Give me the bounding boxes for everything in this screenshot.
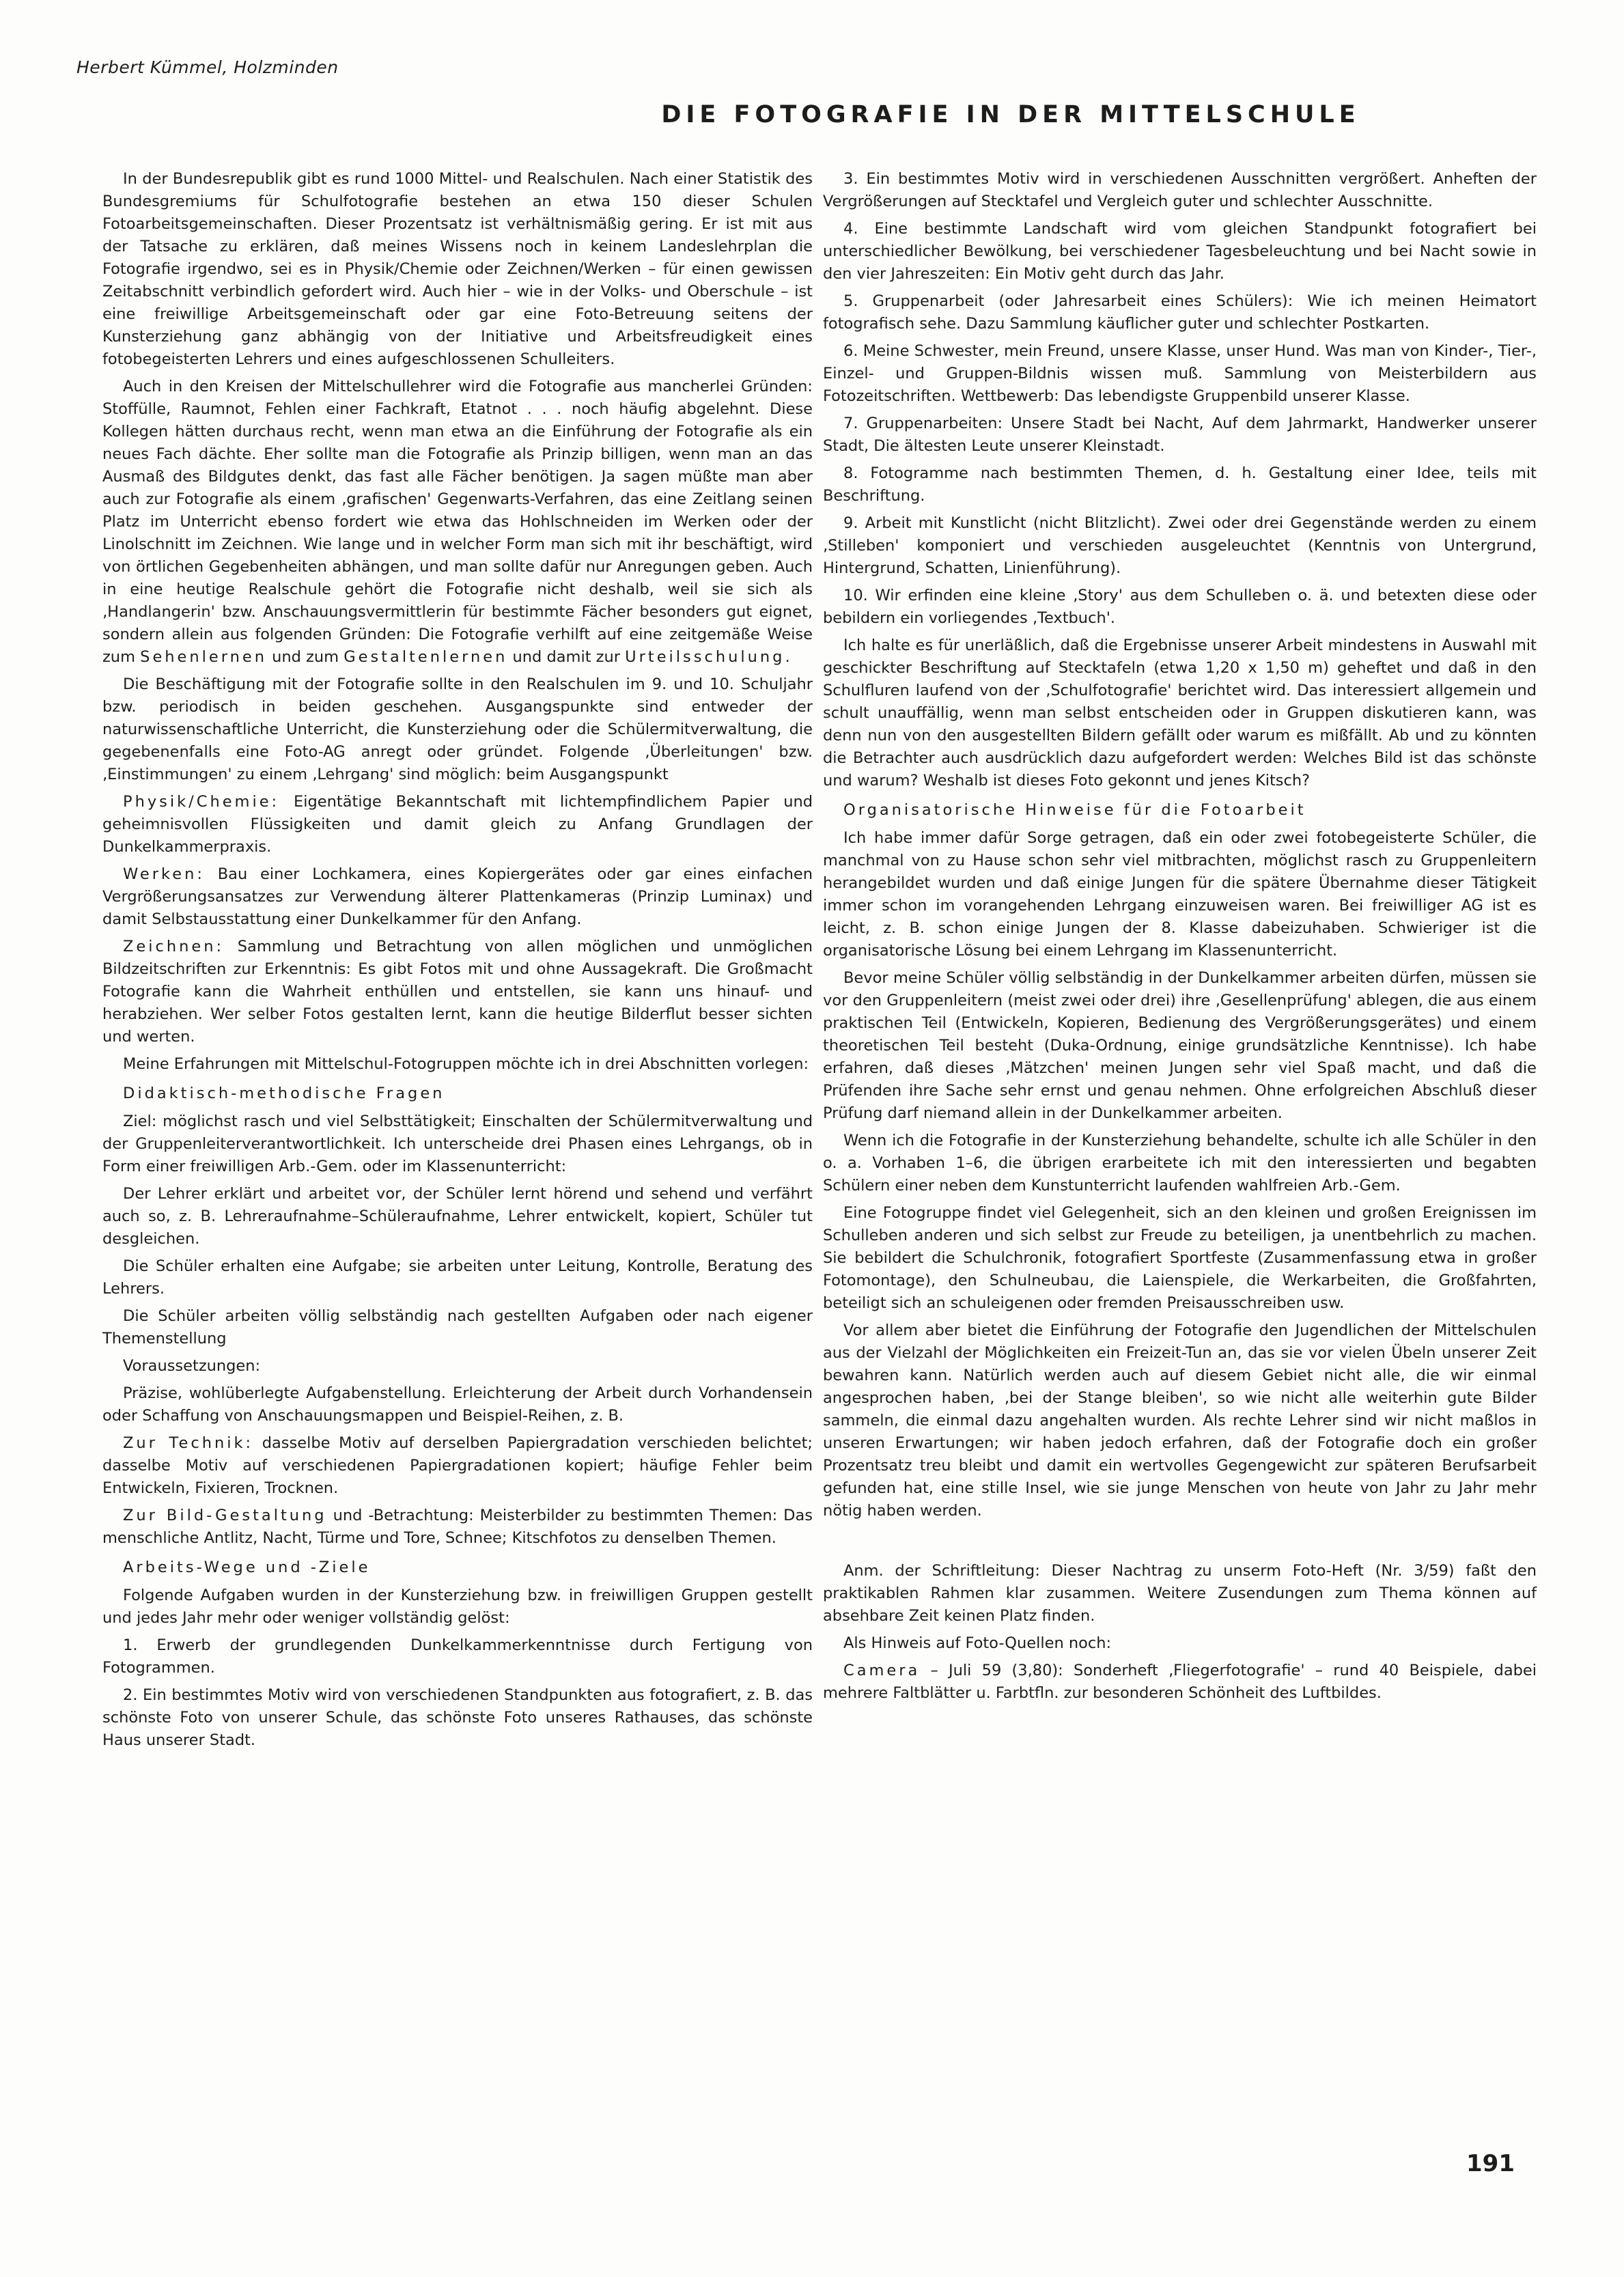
paragraph: Präzise, wohlüberlegte Aufgabenstellung. Erleichterung der Arbeit durch Vorhandensein oder Schaffung von Anschauungsmappen und Beispiel-Reihen, z. B. (102, 1384, 813, 1425)
paragraph: In der Bundesrepublik gibt es rund 1000 Mittel- und Realschulen. Nach einer Statistik des Bundesgremiums für Schulfotografie bestehen an etwa 150 dieser Schulen Fotoarbeitsgemeinschaften. Dieser Prozentsatz ist verhältnismäßig gering. Er ist mit aus der Tatsache zu erklären, daß meines Wissens noch in keinem Landeslehrplan die Fotografie irgendwo, sei es in Physik/Chemie oder Zeichnen/Werken – für einen gewissen Zeitabschnitt verbindlich gefordert wird. Auch hier – wie in der Volks- und Oberschule – ist eine freiwillige Arbeitsgemeinschaft oder gar eine Foto-Betreuung seitens der Kunsterziehung ganz abhängig von der Initiative und Arbeitsfreudigkeit eines fotobegeisterten Lehrers und eines aufgeschlossenen Schulleiters. (102, 170, 813, 368)
paragraph: Die Beschäftigung mit der Fotografie sollte in den Realschulen im 9. und 10. Schuljahr bzw. periodisch in beiden geschehen. Ausgangspunkte sind entweder der naturwissenschaftliche Unterricht, die Kunsterziehung oder die Schülermitverwaltung, die gegebenenfalls eine Foto-AG anregt oder gründet. Folgende ‚Überleitungen' bzw. ‚Einstimmungen' zu einem ‚Lehrgang' sind möglich: beim Ausgangspunkt (102, 675, 813, 783)
paragraph: Bevor meine Schüler völlig selbständig in der Dunkelkammer arbeiten dürfen, müssen sie vor den Gruppenleitern (meist zwei oder drei) ihre ‚Gesellenprüfung' ablegen, die aus einem praktischen Teil (Entwickeln, Kopieren, Bedienung des Vergrößerungsgerätes) und einem theoretischen Teil besteht (Duka-Ordnung, einige grundsätzliche Kenntnisse). Ich habe erfahren, daß dieses ‚Mätzchen' meinen Jungen sehr viel Spaß macht, und daß die Prüfenden ihre Sache sehr ernst und genau nehmen. Ohne erfolgreichen Abschluß dieser Prüfung darf niemand allein in der Dunkelkammer arbeiten. (823, 969, 1537, 1122)
paragraph: Wenn ich die Fotografie in der Kunsterziehung behandelte, schulte ich alle Schüler in den o. a. Vorhaben 1–6, die übrigen erarbeitete ich mit den interessierten und begabten Schülern einer neben dem Kunstunterricht laufenden wahlfreien Arb.-Gem. (823, 1132, 1537, 1195)
paragraph: 1. Erwerb der grundlegenden Dunkelkammerkenntnisse durch Fertigung von Fotogrammen. (102, 1636, 813, 1677)
spaced-term: Zur Technik: (123, 1434, 254, 1452)
paragraph: Auch in den Kreisen der Mittelschullehrer wird die Fotografie aus mancherlei Gründen: Stoffülle, Raumnot, Fehlen einer Fachkraft, Etatnot . . . noch häufig abgelehnt. Diese Kollegen hätten durchaus recht, wenn man etwa an die Einführung der Fotografie als ein neues Fach dächte. Eher sollte man die Fotografie als Prinzip billigen, wenn man an das Ausmaß des Bildgutes denkt, das fast alle Fächer benötigen. Ja sagen müßte man aber auch zur Fotografie als einem ‚grafischen' Gegenwarts-Verfahren, das eine Zeitlang seinen Platz im Unterricht ebenso fordert wie etwa das Hohlschneiden im Werken oder der Linolschnitt im Zeichnen. Wie lange und in welcher Form man sich mit ihr beschäftigt, wird von örtlichen Gegebenheiten abhängen, und man sollte dafür nur Anregungen geben. Auch in eine heutige Realschule gehört die Fotografie nicht deshalb, weil sie sich als ‚Handlangerin' bzw. Anschauungsvermittlerin für bestimmte Fächer besonders gut eignet, sondern allein aus folgenden Gründen: Die Fotografie verhilft auf eine zeitgemäße Weise zum Sehenlernen und zum Gestaltenlernen und damit zur Urteilsschulung. (102, 378, 813, 666)
list-item: 8. Fotogramme nach bestimmten Themen, d. h. Gestaltung einer Idee, teils mit Beschriftung. (823, 464, 1537, 505)
paragraph: Voraussetzungen: (123, 1357, 261, 1375)
section-heading: Didaktisch-methodische Fragen (123, 1085, 445, 1102)
paragraph: Zur Bild-Gestaltung und -Betrachtung: Meisterbilder zu bestimmten Themen: Das menschliche Antlitz, Nacht, Türme und Tore, Schnee; Kitschfotos zu denselben Themen. (102, 1507, 813, 1547)
page-number: 191 (1466, 2150, 1515, 2177)
list-item: 6. Meine Schwester, mein Freund, unsere Klasse, unser Hund. Was man von Kinder-, Tier-, Einzel- und Gruppen-Bildnis wissen muß. Sammlung von Meisterbildern aus Fotozeitschriften. Wettbewerb: Das lebendigste Gruppenbild unserer Klasse. (823, 342, 1537, 405)
spaced-term: Werken: (123, 865, 205, 883)
paragraph: Die Schüler erhalten eine Aufgabe; sie arbeiten unter Leitung, Kontrolle, Beratung des Lehrers. (102, 1257, 813, 1298)
left-column (102, 168, 813, 1757)
spaced-term: Physik/Chemie: (123, 793, 280, 811)
article-title: DIE FOTOGRAFIE IN DER MITTELSCHULE (661, 101, 1360, 128)
list-item: 4. Eine bestimmte Landschaft wird vom gleichen Standpunkt fotografiert bei unterschiedlicher Bewölkung, bei verschiedener Tagesbeleuchtung und bei Nacht sowie in den vier Jahreszeiten: Ein Motiv geht durch das Jahr. (823, 220, 1537, 283)
spaced-term: Zur Bild-Gestaltung (123, 1507, 327, 1524)
list-item: 7. Gruppenarbeiten: Unsere Stadt bei Nacht, Auf dem Jahrmarkt, Handwerker unserer Stadt, Die ältesten Leute unserer Kleinstadt. (823, 415, 1537, 455)
list-item: 3. Ein bestimmtes Motiv wird in verschiedenen Ausschnitten vergrößert. Anheften der Vergrößerungen auf Stecktafel und Vergleich guter und schlechter Ausschnitte. (823, 170, 1537, 210)
spaced-term: Urteilsschulung (625, 648, 785, 666)
editor-note (823, 1560, 1537, 1705)
paragraph: Die Schüler arbeiten völlig selbständig nach gestellten Aufgaben oder nach eigener Themenstellung (102, 1307, 813, 1347)
paragraph: Anm. der Schriftleitung: Dieser Nachtrag zu unserm Foto-Heft (Nr. 3/59) faßt den praktikablen Rahmen klar zusammen. Weitere Zusendungen zum Thema können auf absehbare Zeit keinen Platz finden. (823, 1562, 1537, 1625)
section-heading: Organisatorische Hinweise für die Fotoarbeit (843, 801, 1306, 819)
paragraph: Zur Technik: dasselbe Motiv auf derselben Papiergradation verschieden belichtet; dasselbe Motiv auf verschiedenen Papiergradationen kopiert; häufige Fehler beim Entwickeln, Fixieren, Trocknen. (102, 1434, 813, 1497)
paragraph: Als Hinweis auf Foto-Quellen noch: (843, 1634, 1112, 1652)
section-heading: Arbeits-Wege und -Ziele (123, 1559, 371, 1576)
paragraph: Meine Erfahrungen mit Mittelschul-Fotogruppen möchte ich in drei Abschnitten vorlegen: (123, 1055, 809, 1073)
spaced-term: Gestaltenlernen (344, 648, 508, 666)
paragraph: Der Lehrer erklärt und arbeitet vor, der Schüler lernt hörend und sehend und verfährt auch so, z. B. Lehreraufnahme–Schüleraufnahme, Lehrer entwickelt, kopiert, Schüler tut desgleichen. (102, 1185, 813, 1248)
paragraph: 2. Ein bestimmtes Motiv wird von verschiedenen Standpunkten aus fotografiert, z. B. das schönste Foto von unserer Schule, das schönste Foto unseres Rathauses, das schönste Haus unserer Stadt. (102, 1686, 813, 1749)
paragraph: Ich halte es für unerläßlich, daß die Ergebnisse unserer Arbeit mindestens in Auswahl mit geschickter Beschriftung auf Stecktafeln (etwa 1,20 x 1,50 m) geheftet und daß in den Schulfluren laufend von der ‚Schulfotografie' berichtet wird. Das interessiert allgemein und schult unauffällig, wenn man selbst entscheiden oder in Gruppen diskutieren kann, was denn nun von den ausgestellten Bildern gefällt oder warum es mißfällt. Ab und zu könnten die Betrachter auch ausdrücklich dazu aufgefordert werden: Welches Bild ist das schönste und warum? Weshalb ist dieses Foto gekonnt und jenes Kitsch? (823, 637, 1537, 790)
paragraph: Vor allem aber bietet die Einführung der Fotografie den Jugendlichen der Mittelschulen aus der Vielzahl der Möglichkeiten ein Freizeit-Tun an, das sie vor vielen Übeln unserer Zeit bewahren kann. Natürlich werden auch auf diesem Gebiet nicht alle, die wir einmal angesprochen haben, ‚bei der Stange bleiben', so wie nicht alle weiterhin gute Bilder sammeln, die einmal dazu angehalten wurden. Als rechte Lehrer sind wir nicht maßlos in unseren Erwartungen; wir haben jedoch erfahren, daß der Fotografie doch ein großer Prozentsatz treu bleibt und damit ein wertvolles Gegengewicht zur späteren Berufsarbeit gefunden hat, eine stille Insel, wie sie junge Menschen von heute von Jahr zu Jahr mehr nötig haben werden. (823, 1322, 1537, 1520)
paragraph: Physik/Chemie: Eigentätige Bekanntschaft mit lichtempfindlichem Papier und geheimnisvollen Flüssigkeiten und damit gleich zu Anfang Grundlagen der Dunkelkammerpraxis. (102, 793, 813, 856)
paragraph: Zeichnen: Sammlung und Betrachtung von allen möglichen und unmöglichen Bildzeitschriften zur Erkenntnis: Es gibt Fotos mit und ohne Aussagekraft. Die Großmacht Fotografie kann die Wahrheit enthüllen und entstellen, sie kann uns hinauf- und herabziehen. Wer selber Fotos gestalten lernt, kann die heutige Bilderflut besser sichten und werten. (102, 938, 813, 1046)
paragraph: Ich habe immer dafür Sorge getragen, daß ein oder zwei fotobegeisterte Schüler, die manchmal von zu Hause schon sehr viel mitbrachten, möglichst rasch zu Gruppenleitern herangebildet wurden und daß einige Jungen für die spätere Übernahme dieser Tätigkeit immer schon im vorangehenden Lehrgang einzuweisen waren. Bei freiwilliger AG ist es leicht, z. B. schon einige Jungen der 8. Klasse dabeizuhaben. Schwieriger ist die organisatorische Lösung bei einem Lehrgang im Klassenunterricht. (823, 829, 1537, 960)
paragraph: Folgende Aufgaben wurden in der Kunsterziehung bzw. in freiwilligen Gruppen gestellt und jedes Jahr mehr oder weniger vollständig gelöst: (102, 1587, 813, 1627)
paragraph: Ziel: möglichst rasch und viel Selbsttätigkeit; Einschalten der Schülermitverwaltung und der Gruppenleiterverantwortlichkeit. Ich unterscheide drei Phasen eines Lehrgangs, ob in Form einer freiwilligen Arb.-Gem. oder im Klassenunterricht: (102, 1113, 813, 1175)
paragraph: Camera – Juli 59 (3,80): Sonderheft ‚Fliegerfotografie' – rund 40 Beispiele, dabei mehrere Faltblätter u. Farbtfln. zur besonderen Schönheit des Luftbildes. (823, 1662, 1537, 1702)
paragraph: Werken: Bau einer Lochkamera, eines Kopiergerätes oder gar eines einfachen Vergrößerungsansatzes zur Verwendung älterer Plattenkameras (Prinzip Luminax) und damit Selbstausstattung einer Dunkelkammer für den Anfang. (102, 865, 813, 928)
spaced-term: Camera (843, 1662, 921, 1679)
spaced-term: Zeichnen: (123, 938, 225, 955)
list-item: 5. Gruppenarbeit (oder Jahresarbeit eines Schülers): Wie ich meinen Heimatort fotografisch sehe. Dazu Sammlung käuflicher guter und schlechter Postkarten. (823, 292, 1537, 333)
spaced-term: Sehenlernen (140, 648, 267, 666)
author-line: Herbert Kümmel, Holzminden (76, 57, 339, 77)
list-item: 10. Wir erfinden eine kleine ‚Story' aus dem Schulleben o. ä. und betexten diese oder bebildern ein vorliegendes ‚Textbuch'. (823, 587, 1537, 627)
list-item: 9. Arbeit mit Kunstlicht (nicht Blitzlicht). Zwei oder drei Gegenstände werden zu einem ‚Stilleben' komponiert und verschieden ausgeleuchtet (Kenntnis von Untergrund, Hintergrund, Schatten, Linienführung). (823, 514, 1537, 577)
paragraph: Eine Fotogruppe findet viel Gelegenheit, sich an den kleinen und großen Ereignissen im Schulleben anderen und sich selbst zur Freude zu beteiligen, ja unentbehrlich zu machen. Sie bebildert die Schulchronik, fotografiert Sportfeste (Zusammenfassung etwa in großer Fotomontage), den Schulneubau, die Laienspiele, die Werkarbeiten, die Großfahrten, beteiligt sich an schuleigenen oder fremden Preisausschreiben usw. (823, 1204, 1537, 1312)
right-column (823, 168, 1537, 1709)
